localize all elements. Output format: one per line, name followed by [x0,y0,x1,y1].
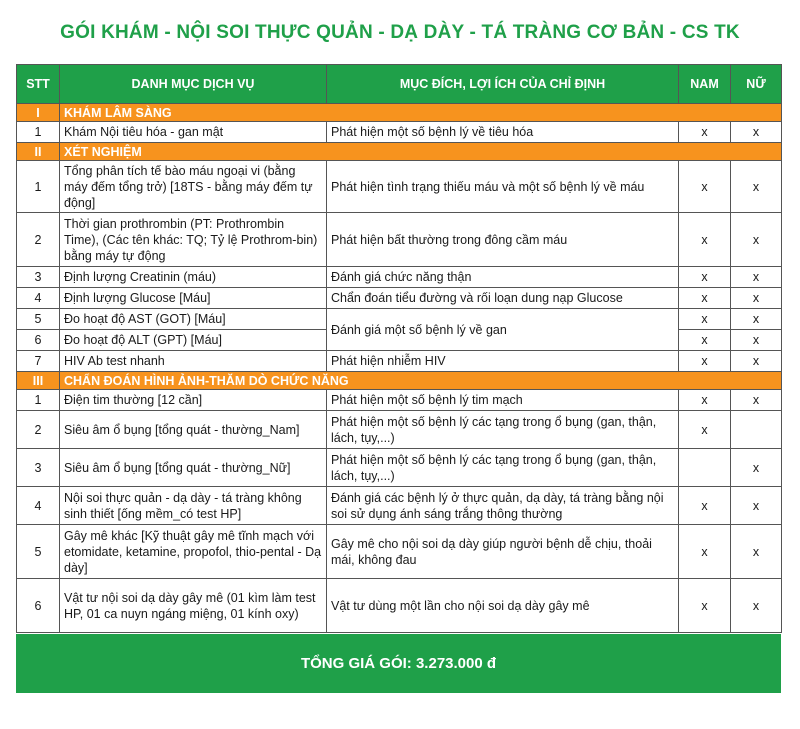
header-male: NAM [679,65,731,104]
header-female: NỮ [731,65,782,104]
row-purpose: Phát hiện tình trạng thiếu máu và một số bệnh lý về máu [327,161,679,213]
row-stt: 1 [17,161,60,213]
row-male-mark: x [679,267,731,288]
row-service: Siêu âm ổ bụng [tổng quát - thường_Nam] [60,411,327,449]
row-service: Đo hoạt độ ALT (GPT) [Máu] [60,330,327,351]
row-male-mark: x [679,330,731,351]
row-male-mark: x [679,288,731,309]
section-title: KHÁM LÂM SÀNG [60,104,782,122]
row-stt: 2 [17,411,60,449]
header-stt: STT [17,65,60,104]
row-male-mark: x [679,309,731,330]
table-row [17,122,782,143]
row-female-mark: x [731,487,782,525]
header-purpose: MỤC ĐÍCH, LỢI ÍCH CỦA CHỈ ĐỊNH [327,65,679,104]
table-row [17,579,782,633]
row-female-mark: x [731,267,782,288]
row-male-mark: x [679,525,731,579]
row-female-mark: x [731,525,782,579]
row-stt: 5 [17,525,60,579]
row-purpose: Đánh giá chức năng thận [327,267,679,288]
row-service: Vật tư nội soi dạ dày gây mê (01 kìm làm test HP, 01 ca nuyn ngáng miệng, 01 kính oxy) [60,579,327,633]
row-stt: 5 [17,309,60,330]
row-female-mark: x [731,351,782,372]
row-stt: 1 [17,122,60,143]
row-purpose: Phát hiện một số bệnh lý về tiêu hóa [327,122,679,143]
row-service: Thời gian prothrombin (PT: Prothrombin Time), (Các tên khác: TQ; Tỷ lệ Prothrom-bin) bằng máy tự động [60,213,327,267]
row-male-mark: x [679,161,731,213]
row-service: Tổng phân tích tế bào máu ngoại vi (bằng máy đếm tổng trở) [18TS - bằng máy đếm tự động] [60,161,327,213]
row-female-mark: x [731,390,782,411]
row-male-mark: x [679,390,731,411]
row-male-mark: x [679,411,731,449]
header-service: DANH MỤC DỊCH VỤ [60,65,327,104]
row-stt: 3 [17,449,60,487]
row-male-mark: x [679,487,731,525]
row-stt: 1 [17,390,60,411]
row-service: HIV Ab test nhanh [60,351,327,372]
section-row [17,143,782,161]
row-purpose: Phát hiện một số bệnh lý tim mạch [327,390,679,411]
row-male-mark: x [679,579,731,633]
table-row [17,161,782,213]
row-male-mark [679,449,731,487]
row-female-mark: x [731,330,782,351]
row-male-mark: x [679,213,731,267]
row-purpose: Phát hiện một số bệnh lý các tạng trong ổ bụng (gan, thận, lách, tụy,...) [327,411,679,449]
row-purpose: Phát hiện một số bệnh lý các tạng trong ổ bụng (gan, thận, lách, tụy,...) [327,449,679,487]
row-service: Nội soi thực quản - dạ dày - tá tràng không sinh thiết [ống mềm_có test HP] [60,487,327,525]
row-purpose: Chẩn đoán tiểu đường và rối loạn dung nạp Glucose [327,288,679,309]
section-title: CHẨN ĐOÁN HÌNH ẢNH-THĂM DÒ CHỨC NĂNG [60,372,782,390]
row-service: Điện tim thường [12 cần] [60,390,327,411]
row-service: Định lượng Creatinin (máu) [60,267,327,288]
row-stt: 4 [17,487,60,525]
row-female-mark: x [731,213,782,267]
table-row [17,449,782,487]
row-purpose: Phát hiện nhiễm HIV [327,351,679,372]
row-stt: 4 [17,288,60,309]
total-price-banner: TỔNG GIÁ GÓI: 3.273.000 đ [16,634,781,693]
row-male-mark: x [679,122,731,143]
table-row [17,288,782,309]
table-row [17,487,782,525]
row-service: Đo hoạt độ AST (GOT) [Máu] [60,309,327,330]
table-row [17,309,782,330]
row-stt: 7 [17,351,60,372]
row-male-mark: x [679,351,731,372]
row-purpose: Gây mê cho nội soi dạ dày giúp người bệnh dễ chịu, thoải mái, không đau [327,525,679,579]
section-title: XÉT NGHIỆM [60,143,782,161]
row-stt: 2 [17,213,60,267]
table-row [17,213,782,267]
row-purpose: Đánh giá các bệnh lý ở thực quản, dạ dày, tá tràng bằng nội soi sử dụng ánh sáng trắng thông thường [327,487,679,525]
row-female-mark: x [731,122,782,143]
row-female-mark: x [731,449,782,487]
table-row [17,411,782,449]
section-row [17,372,782,390]
row-female-mark: x [731,579,782,633]
row-purpose: Phát hiện bất thường trong đông cầm máu [327,213,679,267]
row-stt: 3 [17,267,60,288]
header-row [17,65,782,104]
row-purpose: Đánh giá một số bệnh lý về gan [327,309,679,351]
row-service: Siêu âm ổ bụng [tổng quát - thường_Nữ] [60,449,327,487]
row-purpose: Vật tư dùng một lần cho nội soi dạ dày gây mê [327,579,679,633]
table-row [17,390,782,411]
table-row [17,525,782,579]
section-number: II [17,143,60,161]
row-stt: 6 [17,330,60,351]
section-row [17,104,782,122]
row-female-mark: x [731,288,782,309]
row-service: Gây mê khác [Kỹ thuật gây mê tĩnh mạch với etomidate, ketamine, propofol, thio-pental - Dạ dày] [60,525,327,579]
table-row [17,351,782,372]
row-service: Khám Nội tiêu hóa - gan mật [60,122,327,143]
row-female-mark: x [731,161,782,213]
table-row [17,267,782,288]
section-number: III [17,372,60,390]
service-table [16,64,782,633]
row-service: Định lượng Glucose [Máu] [60,288,327,309]
section-number: I [17,104,60,122]
row-stt: 6 [17,579,60,633]
row-female-mark [731,411,782,449]
row-female-mark: x [731,309,782,330]
page-title: GÓI KHÁM - NỘI SOI THỰC QUẢN - DẠ DÀY - TÁ TRÀNG CƠ BẢN - CS TK [60,22,740,43]
